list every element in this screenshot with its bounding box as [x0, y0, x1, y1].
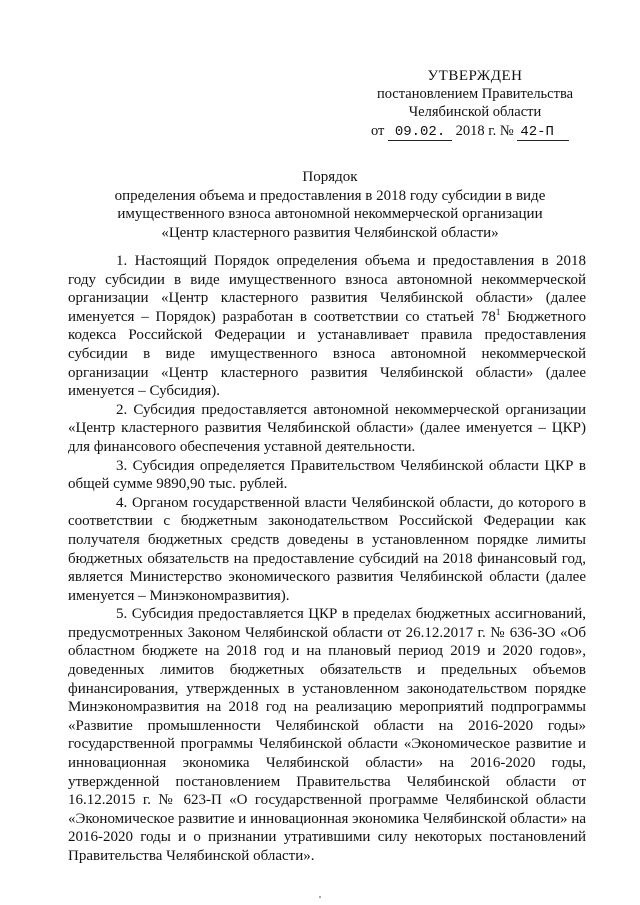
paragraph-1-start: 1. Настоящий Порядок определения объема и предоставления в 2018 году субсидии в виде имущественного взноса автономной некоммерческой организации «Центр кластерного развития Челябинской области» (далее именуется – Порядок) разработан в соответствии со статьей 78 [68, 253, 586, 325]
title-line-1: определения объема и предоставления в 2018 году субсидии в виде [114, 187, 546, 204]
year-text: 2018 г. № [455, 123, 514, 139]
article-superscript: 1 [495, 306, 501, 317]
approval-line-1: постановлением Правительства [376, 86, 574, 102]
title-heading: Порядок [302, 169, 358, 185]
paragraph-4: 4. Органом государственной власти Челябинской области, до которого в соответствии с бюджетным законодательством Российской Федерации как получателя бюджетных средств доведены в установленном порядке лимиты бюджетных обязательств на предоставление субсидий на 2018 финансовый год, является Министерство экономического развития Челябинской области (далее именуется – Минэкономразвития). [68, 494, 586, 604]
page-mark [319, 896, 321, 898]
approval-stamp: УТВЕРЖДЕН [427, 68, 523, 84]
handwritten-date: 09.02. [388, 125, 452, 141]
date-prefix: от [371, 123, 385, 139]
paragraph-1 [68, 252, 586, 401]
document-body [68, 252, 586, 866]
approval-block [365, 67, 585, 141]
paragraph-5: 5. Субсидия предоставляется ЦКР в пределах бюджетных ассигнований, предусмотренных Законом Челябинской области от 26.12.2017 г. № 636-ЗО «Об областном бюджете на 2018 год и на плановый период 2019 и 2020 годов», доведенных лимитов бюджетных обязательств и предельных объемов финансирования, утвержденных в установленном законодательством порядке Минэкономразвития на 2018 год на реализацию мероприятий подпрограммы «Развитие промышленности Челябинской области на 2016-2020 годы» государственной программы Челябинской области «Экономическое развитие и инновационная экономика Челябинской области» на 2016-2020 годы, утвержденной постановлением Правительства Челябинской области от 16.12.2015 г. № 623-П «О государственной программе Челябинской области «Экономическое развитие и инновационная экономика Челябинской области» на 2016-2020 годы и о признании утратившими силу некоторых постановлений Правительства Челябинской области». [68, 606, 586, 864]
paragraph-1-end: Бюджетного кодекса Российской Федерации и устанавливает правила предоставления субсидии в виде имущественного взноса автономной некоммерческой организации «Центр кластерного развития Челябинской области» (далее именуется – Субсидия). [68, 308, 586, 400]
document-title [60, 168, 600, 242]
title-line-3: «Центр кластерного развития Челябинской области» [161, 224, 499, 241]
paragraph-3: 3. Субсидия определяется Правительством Челябинской области ЦКР в общей сумме 9890,90 тыс. рублей. [68, 457, 586, 493]
handwritten-number: 42-П [517, 125, 569, 141]
approval-date-line [365, 122, 585, 141]
paragraph-2: 2. Субсидия предоставляется автономной некоммерческой организации «Центр кластерного развития Челябинской области» (далее именуется – ЦКР) для финансового обеспечения уставной деятельности. [68, 401, 586, 455]
title-line-2: имущественного взноса автономной некоммерческой организации [117, 206, 543, 222]
approval-line-2: Челябинской области [408, 104, 542, 120]
